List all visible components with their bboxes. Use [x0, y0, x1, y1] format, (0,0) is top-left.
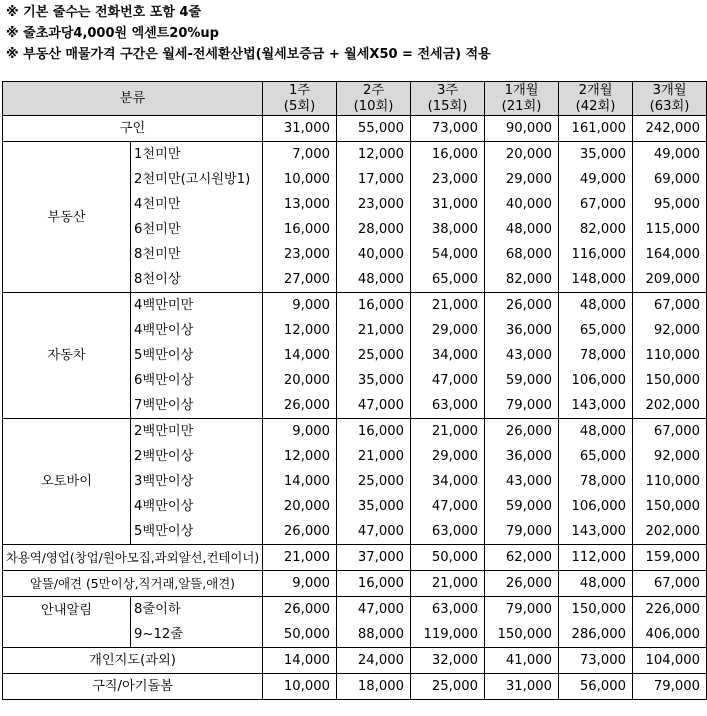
price-cell: 62,000	[485, 545, 559, 571]
price-cell: 29,000	[411, 318, 485, 343]
price-cell: 67,000	[559, 192, 633, 217]
price-cell: 10,000	[263, 674, 337, 700]
price-cell: 12,000	[263, 444, 337, 469]
price-cell: 67,000	[633, 571, 707, 597]
price-cell: 143,000	[559, 519, 633, 545]
price-cell: 16,000	[337, 419, 411, 445]
price-cell: 12,000	[263, 318, 337, 343]
price-cell: 63,000	[411, 519, 485, 545]
price-cell: 63,000	[411, 597, 485, 623]
group-label: 부동산	[3, 142, 131, 293]
price-cell: 95,000	[633, 192, 707, 217]
sub-label: 3백만이상	[131, 469, 263, 494]
table-row	[3, 597, 707, 623]
col-header: 1주 (5회)	[263, 82, 337, 116]
price-cell: 106,000	[559, 494, 633, 519]
price-cell: 43,000	[485, 469, 559, 494]
price-cell: 31,000	[485, 674, 559, 700]
price-cell: 49,000	[559, 167, 633, 192]
col-header: 3개월 (63회)	[633, 82, 707, 116]
group-label: 안내알림	[3, 597, 131, 648]
price-cell: 286,000	[559, 622, 633, 648]
price-cell: 73,000	[559, 648, 633, 674]
price-cell: 21,000	[263, 545, 337, 571]
price-cell: 26,000	[485, 571, 559, 597]
price-cell: 20,000	[263, 368, 337, 393]
price-cell: 202,000	[633, 519, 707, 545]
price-cell: 26,000	[263, 393, 337, 419]
price-cell: 110,000	[633, 469, 707, 494]
price-cell: 164,000	[633, 242, 707, 267]
price-cell: 79,000	[485, 393, 559, 419]
price-cell: 59,000	[485, 494, 559, 519]
price-cell: 150,000	[559, 597, 633, 623]
price-cell: 79,000	[485, 597, 559, 623]
table-row	[3, 545, 707, 571]
category-header: 분류	[3, 82, 263, 116]
price-cell: 226,000	[633, 597, 707, 623]
sub-label: 8줄이하	[131, 597, 263, 623]
price-cell: 13,000	[263, 192, 337, 217]
row-label: 구직/아기돌봄	[3, 674, 263, 700]
price-cell: 31,000	[411, 192, 485, 217]
price-cell: 69,000	[633, 167, 707, 192]
col-header: 3주 (15회)	[411, 82, 485, 116]
price-cell: 115,000	[633, 217, 707, 242]
price-cell: 32,000	[411, 648, 485, 674]
price-cell: 119,000	[411, 622, 485, 648]
price-cell: 28,000	[337, 217, 411, 242]
price-cell: 31,000	[263, 116, 337, 142]
col-header: 2개월 (42회)	[559, 82, 633, 116]
price-cell: 21,000	[337, 444, 411, 469]
price-cell: 34,000	[411, 343, 485, 368]
price-cell: 79,000	[485, 519, 559, 545]
price-cell: 29,000	[411, 444, 485, 469]
price-cell: 21,000	[411, 293, 485, 319]
price-cell: 48,000	[559, 419, 633, 445]
sub-label: 8천미만	[131, 242, 263, 267]
price-cell: 16,000	[263, 217, 337, 242]
price-cell: 25,000	[337, 343, 411, 368]
note-line: ※ 줄초과당4,000원 엑센트20%up	[6, 26, 219, 41]
price-cell: 20,000	[263, 494, 337, 519]
price-cell: 79,000	[633, 674, 707, 700]
price-cell: 242,000	[633, 116, 707, 142]
price-cell: 21,000	[411, 419, 485, 445]
price-table	[2, 81, 707, 700]
price-cell: 47,000	[411, 368, 485, 393]
price-cell: 82,000	[485, 267, 559, 293]
price-cell: 65,000	[559, 444, 633, 469]
price-cell: 47,000	[337, 393, 411, 419]
table-row	[3, 648, 707, 674]
price-cell: 143,000	[559, 393, 633, 419]
price-cell: 90,000	[485, 116, 559, 142]
price-cell: 63,000	[411, 393, 485, 419]
sub-label: 5백만이상	[131, 519, 263, 545]
price-cell: 56,000	[559, 674, 633, 700]
price-cell: 68,000	[485, 242, 559, 267]
header-row	[3, 82, 707, 116]
price-cell: 47,000	[337, 519, 411, 545]
sub-label: 9~12줄	[131, 622, 263, 648]
price-cell: 26,000	[485, 419, 559, 445]
sub-label: 2백만이상	[131, 444, 263, 469]
price-cell: 26,000	[485, 293, 559, 319]
row-label: 알뜰/애견 (5만이상,직거래,알뜰,애견)	[3, 571, 263, 597]
price-cell: 16,000	[337, 571, 411, 597]
price-cell: 36,000	[485, 444, 559, 469]
price-cell: 20,000	[485, 142, 559, 168]
table-row	[3, 142, 707, 168]
price-cell: 7,000	[263, 142, 337, 168]
price-cell: 21,000	[337, 318, 411, 343]
price-cell: 104,000	[633, 648, 707, 674]
price-cell: 88,000	[337, 622, 411, 648]
row-label: 구인	[3, 116, 263, 142]
row-label: 차용역/영업(창업/원아모집,과외알선,컨테이너)	[3, 545, 263, 571]
price-cell: 10,000	[263, 167, 337, 192]
price-cell: 23,000	[337, 192, 411, 217]
table-row	[3, 674, 707, 700]
sub-label: 7백만이상	[131, 393, 263, 419]
price-cell: 55,000	[337, 116, 411, 142]
price-cell: 59,000	[485, 368, 559, 393]
price-cell: 67,000	[633, 293, 707, 319]
price-cell: 73,000	[411, 116, 485, 142]
price-cell: 9,000	[263, 571, 337, 597]
price-cell: 21,000	[411, 571, 485, 597]
price-cell: 38,000	[411, 217, 485, 242]
price-cell: 116,000	[559, 242, 633, 267]
price-cell: 48,000	[559, 571, 633, 597]
group-label: 오토바이	[3, 419, 131, 545]
table-row	[3, 116, 707, 142]
sub-label: 4백만이상	[131, 318, 263, 343]
price-cell: 209,000	[633, 267, 707, 293]
sub-label: 6천미만	[131, 217, 263, 242]
note-line: ※ 부동산 매물가격 구간은 월세-전세환산법(월세보증금 + 월세X50 = 전세금) 적용	[6, 47, 491, 62]
price-cell: 150,000	[485, 622, 559, 648]
price-cell: 34,000	[411, 469, 485, 494]
price-cell: 47,000	[337, 597, 411, 623]
price-cell: 43,000	[485, 343, 559, 368]
price-cell: 50,000	[411, 545, 485, 571]
price-cell: 150,000	[633, 494, 707, 519]
price-cell: 14,000	[263, 469, 337, 494]
note-line: ※ 기본 줄수는 전화번호 포함 4줄	[6, 5, 202, 20]
price-cell: 48,000	[559, 293, 633, 319]
price-cell: 92,000	[633, 318, 707, 343]
table-row	[3, 293, 707, 319]
price-cell: 26,000	[263, 519, 337, 545]
price-cell: 29,000	[485, 167, 559, 192]
price-cell: 40,000	[337, 242, 411, 267]
price-cell: 150,000	[633, 368, 707, 393]
table-row	[3, 571, 707, 597]
sub-label: 6백만이상	[131, 368, 263, 393]
price-cell: 27,000	[263, 267, 337, 293]
col-header: 1개월 (21회)	[485, 82, 559, 116]
price-cell: 9,000	[263, 419, 337, 445]
price-cell: 65,000	[559, 318, 633, 343]
row-label: 개인지도(과외)	[3, 648, 263, 674]
price-cell: 78,000	[559, 343, 633, 368]
sub-label: 1천미만	[131, 142, 263, 168]
price-cell: 112,000	[559, 545, 633, 571]
price-cell: 47,000	[411, 494, 485, 519]
sub-label: 4백만이상	[131, 494, 263, 519]
notes	[0, 0, 707, 81]
price-cell: 12,000	[337, 142, 411, 168]
price-cell: 67,000	[633, 419, 707, 445]
price-cell: 41,000	[485, 648, 559, 674]
price-cell: 48,000	[485, 217, 559, 242]
price-cell: 110,000	[633, 343, 707, 368]
price-cell: 35,000	[337, 368, 411, 393]
price-cell: 161,000	[559, 116, 633, 142]
sub-label: 4천미만	[131, 192, 263, 217]
sub-label: 2천미만(고시원방1)	[131, 167, 263, 192]
col-header: 2주 (10회)	[337, 82, 411, 116]
price-cell: 9,000	[263, 293, 337, 319]
price-cell: 14,000	[263, 343, 337, 368]
price-cell: 202,000	[633, 393, 707, 419]
price-cell: 92,000	[633, 444, 707, 469]
sub-label: 8천이상	[131, 267, 263, 293]
price-cell: 25,000	[411, 674, 485, 700]
price-cell: 16,000	[337, 293, 411, 319]
price-cell: 40,000	[485, 192, 559, 217]
group-label: 자동차	[3, 293, 131, 419]
table-row	[3, 419, 707, 445]
price-cell: 24,000	[337, 648, 411, 674]
price-cell: 148,000	[559, 267, 633, 293]
price-cell: 14,000	[263, 648, 337, 674]
price-cell: 25,000	[337, 469, 411, 494]
price-cell: 26,000	[263, 597, 337, 623]
price-cell: 23,000	[411, 167, 485, 192]
price-cell: 23,000	[263, 242, 337, 267]
price-cell: 17,000	[337, 167, 411, 192]
price-cell: 159,000	[633, 545, 707, 571]
price-cell: 406,000	[633, 622, 707, 648]
price-cell: 106,000	[559, 368, 633, 393]
price-cell: 16,000	[411, 142, 485, 168]
sub-label: 2백만미만	[131, 419, 263, 445]
price-cell: 35,000	[559, 142, 633, 168]
sub-label: 5백만이상	[131, 343, 263, 368]
price-cell: 48,000	[337, 267, 411, 293]
price-cell: 49,000	[633, 142, 707, 168]
price-cell: 37,000	[337, 545, 411, 571]
price-cell: 18,000	[337, 674, 411, 700]
price-cell: 36,000	[485, 318, 559, 343]
price-cell: 65,000	[411, 267, 485, 293]
price-cell: 35,000	[337, 494, 411, 519]
price-cell: 78,000	[559, 469, 633, 494]
price-cell: 50,000	[263, 622, 337, 648]
sub-label: 4백만미만	[131, 293, 263, 319]
price-cell: 82,000	[559, 217, 633, 242]
price-cell: 54,000	[411, 242, 485, 267]
